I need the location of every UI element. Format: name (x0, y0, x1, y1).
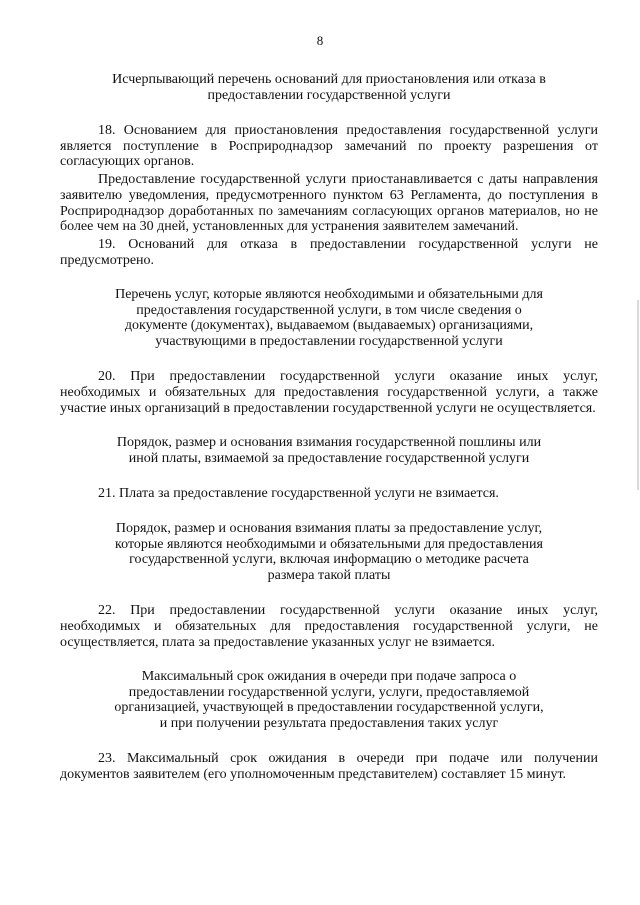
heading-line: участвующими в предоставлении государственной услуги (155, 333, 503, 349)
heading-line: которые являются необходимыми и обязательными для предоставления (115, 536, 543, 552)
section-heading-queue-time (60, 669, 598, 731)
section-heading-fee-for-services (60, 521, 598, 583)
section-heading-suspension-refusal (60, 72, 598, 103)
document-body (60, 72, 598, 783)
heading-line: документе (документах), выдаваемом (выдаваемых) организациями, (124, 318, 534, 334)
paragraph-20: 20. При предоставлении государственной услуги оказание иных услуг, необходимых и обязательных для предоставления государственной услуги, а также участие иных организаций в предоставлении государственной услуги не осуществляется. (60, 369, 598, 416)
heading-line: Исчерпывающий перечень оснований для приостановления или отказа в (112, 72, 546, 87)
heading-line: иной платы, взимаемой за предоставление государственной услуги (128, 450, 530, 466)
heading-line: и при получении результата предоставления таких услуг (159, 715, 499, 731)
heading-line: предоставлении государственной услуги, услуги, предоставляемой (128, 684, 530, 700)
paragraph-suspension-detail: Предоставление государственной услуги приостанавливается с даты направления заявителю уведомления, предусмотренного пунктом 63 Регламента, до поступления в Росприроднадзор доработанных по замечаниям согласующих органов материалов, но не более чем на 30 дней, установленных для устранения заявителем замечаний. (60, 172, 598, 235)
paragraph-23: 23. Максимальный срок ожидания в очереди при подаче или получении документов заявителем (его уполномоченным представителем) составляет 15 минут. (60, 751, 598, 782)
section-heading-state-duty (60, 435, 598, 466)
section-heading-required-services (60, 287, 598, 349)
heading-line: предоставления государственной услуги, в том числе сведения о (136, 302, 522, 318)
heading-line: Перечень услуг, которые являются необходимыми и обязательными для (115, 287, 543, 303)
paragraph-21: 21. Плата за предоставление государственной услуги не взимается. (98, 486, 499, 502)
heading-line: предоставлении государственной услуги (207, 87, 451, 103)
heading-line: Порядок, размер и основания взимания платы за предоставление услуг, (115, 521, 543, 537)
heading-line: Максимальный срок ожидания в очереди при подаче запроса о (141, 669, 517, 685)
paragraph-22: 22. При предоставлении государственной услуги оказание иных услуг, необходимых и обязательных для предоставления государственной услуги, не осуществляется, плата за предоставление указанных услуг не взимается. (60, 603, 598, 650)
heading-line: Порядок, размер и основания взимания государственной пошлины или (116, 435, 542, 451)
paragraph-18: 18. Основанием для приостановления предоставления государственной услуги является поступление в Росприроднадзор замечаний по проекту разрешения от согласующих органов. (60, 123, 598, 170)
page-number: 8 (316, 33, 324, 48)
heading-line: организацией, участвующей в предоставлении государственной услуги, (114, 700, 544, 716)
heading-line: размера такой платы (267, 567, 391, 583)
heading-line: государственной услуги, включая информацию о методике расчета (129, 552, 529, 568)
scan-edge-mark (637, 300, 639, 490)
paragraph-19: 19. Оснований для отказа в предоставлении государственной услуги не предусмотрено. (60, 236, 598, 268)
